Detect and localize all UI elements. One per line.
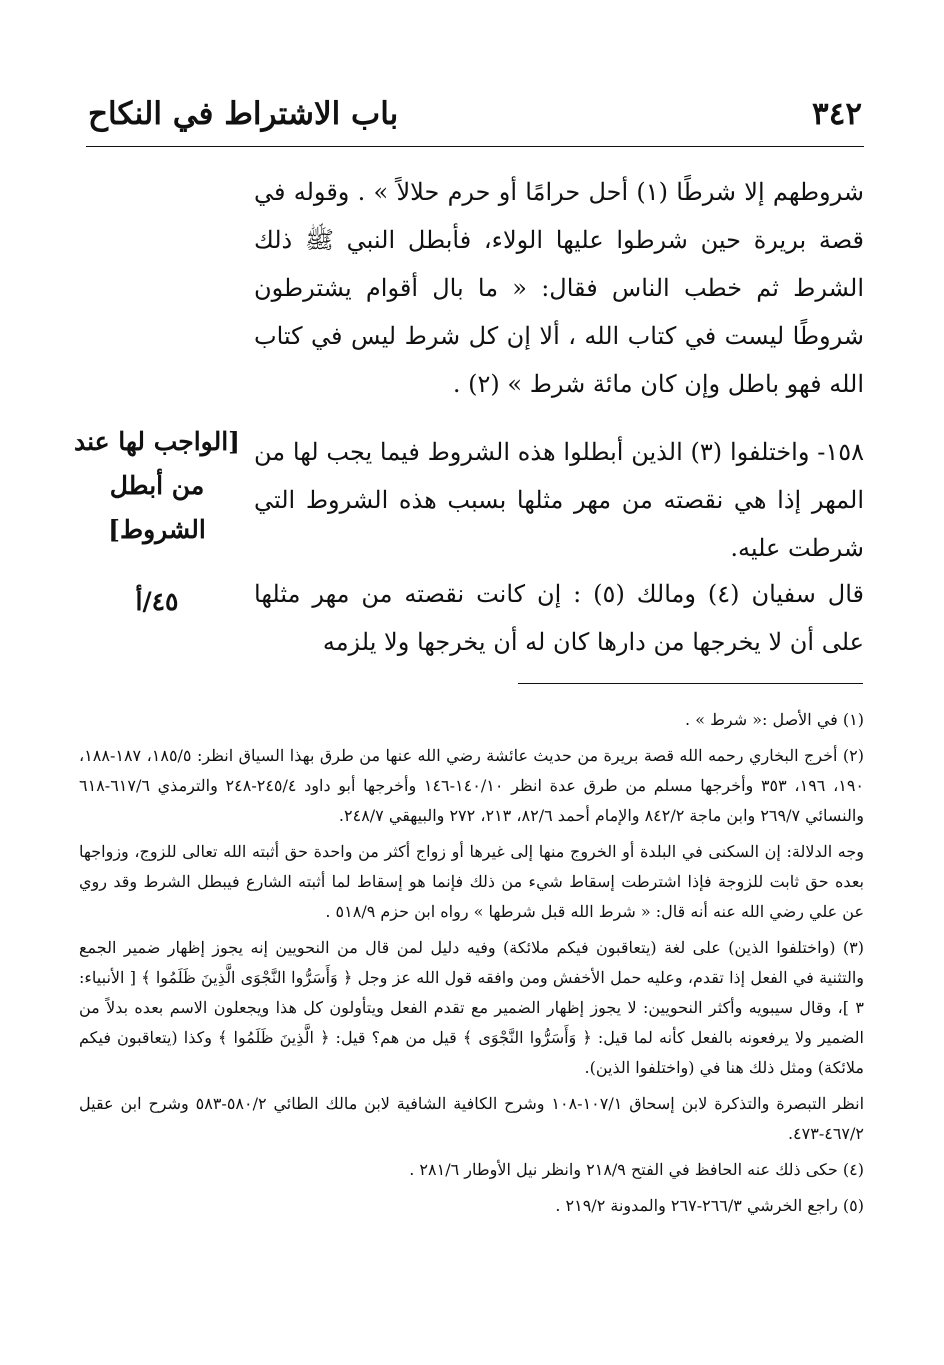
footnote-3: (٣) (واختلفوا الذين) على لغة (يتعاقبون فيكم ملائكة) وفيه دليل لمن قال من النحويين إنه يجوز إظهار ضمير الجمع والتثنية في الفعل إذا تقدم، وعليه حمل الأخفش ومن وافقه قول الله عز وجل ﴿ وَأَسَرُّوا النَّجْوَى الَّذِينَ ظَلَمُوا ﴾ [ الأنبياء: ٣ ]، وقال سيبويه وأكثر النحويين: لا يجوز إظهار الضمير مع تقدم الفعل ويتأولون كل هذا ويجعلون الاسم بعده بدلاً من الضمير ولا يرفعونه بالفعل كأنه لما قيل: ﴿ وَأَسَرُّوا النَّجْوَى ﴾ قيل من هم؟ قيل: ﴿ الَّذِينَ ظَلَمُوا ﴾ وكذا (يتعاقبون فيكم ملائكة) ومثل ذلك هنا في (واختلفوا الذين).: [79, 938, 865, 1077]
running-header: [86, 96, 864, 147]
page-number: ٣٤٢: [812, 96, 862, 132]
main-paragraph-1: [254, 168, 864, 408]
folio-marker: ٤٥/أ: [135, 587, 179, 616]
footnotes: [79, 705, 864, 1227]
footnote-4: (٤) حكى ذلك عنه الحافظ في الفتح ٢١٨/٩ وانظر نيل الأوطار ٢٨١/٦ .: [409, 1160, 864, 1179]
chapter-title: باب الاشتراط في النكاح: [88, 96, 399, 132]
footnote-5: (٥) راجع الخرشي ٢٦٦/٣-٢٦٧ والمدونة ٢١٩/٢ .: [555, 1196, 864, 1215]
main-paragraph-2: [254, 428, 864, 572]
footnote-separator: [518, 683, 863, 684]
footnote-3-continued: انظر التبصرة والتذكرة لابن إسحاق ١٠٧/١-١٠٨ وشرح الكافية الشافية لابن مالك الطائي ٥٨٠/٢-٥٨٣ وشرح ابن عقيل ٤٦٧/٢-٤٧٣.: [79, 1094, 865, 1143]
main-text: ١٥٨- واختلفوا (٣) الذين أبطلوا هذه الشروط فيما يجب لها من المهر إذا هي نقصته من مهر مثلها بسبب هذه الشروط التي شرطت عليه.: [254, 438, 864, 562]
footnote-2: (٢) أخرج البخاري رحمه الله قصة بريرة من حديث عائشة رضي الله عنها من طرق بهذا السياق انظر: ١٨٥/٥، ١٨٧-١٨٨، ١٩٠، ١٩٦، ٣٥٣ وأخرجها مسلم من طرق عدة انظر ١٤٠/١٠-١٤٦ وأخرجها أبو داود ٢٤٥/٤-٢٤٨ والترمذي ٦١٧/٦-٦١٨ والنسائي ٢٦٩/٧ وابن ماجة ٨٤٢/٢ والإمام أحمد ٨٢/٦، ٢١٣، ٢٧٢ والبيهقي ٢٤٨/٧.: [79, 746, 865, 825]
footnote-2-continued: وجه الدلالة: إن السكنى في البلدة أو الخروج منها إلى غيرها أو زواج أكثر من واحدة حق أثبته الله تعالى للزوج، وزواجها بعده حق ثابت للزوجة فإذا اشترطت إسقاط شيء من ذلك فإنما هو إسقاط لما أثبته الشارع فيبطل الشرط وقد روي عن علي رضي الله عنه أنه قال: « شرط الله قبل شرطها » رواه ابن حزم ٥١٨/٩ .: [79, 842, 865, 921]
main-text: قال سفيان (٤) ومالك (٥) : إن كانت نقصته من مهر مثلها على أن لا يخرجها من دارها كان له أن يخرجها ولا يلزمه: [254, 580, 865, 656]
footnote-1: (١) في الأصل :« شرط » .: [685, 710, 864, 729]
main-text: شروطهم إلا شرطًا (١) أحل حرامًا أو حرم حلالاً » . وقوله في قصة بريرة حين شرطوا عليها الولاء، فأبطل النبي ﷺ ذلك الشرط ثم خطب الناس فقال: « ما بال أقوام يشترطون شروطًا ليست في كتاب الله ، ألا إن كل شرط ليس في كتاب الله فهو باطل وإن كان مائة شرط » (٢) .: [254, 178, 865, 398]
margin-heading: [الواجب لها عند من أبطل الشروط]: [73, 427, 240, 544]
main-paragraph-3: [254, 570, 864, 666]
